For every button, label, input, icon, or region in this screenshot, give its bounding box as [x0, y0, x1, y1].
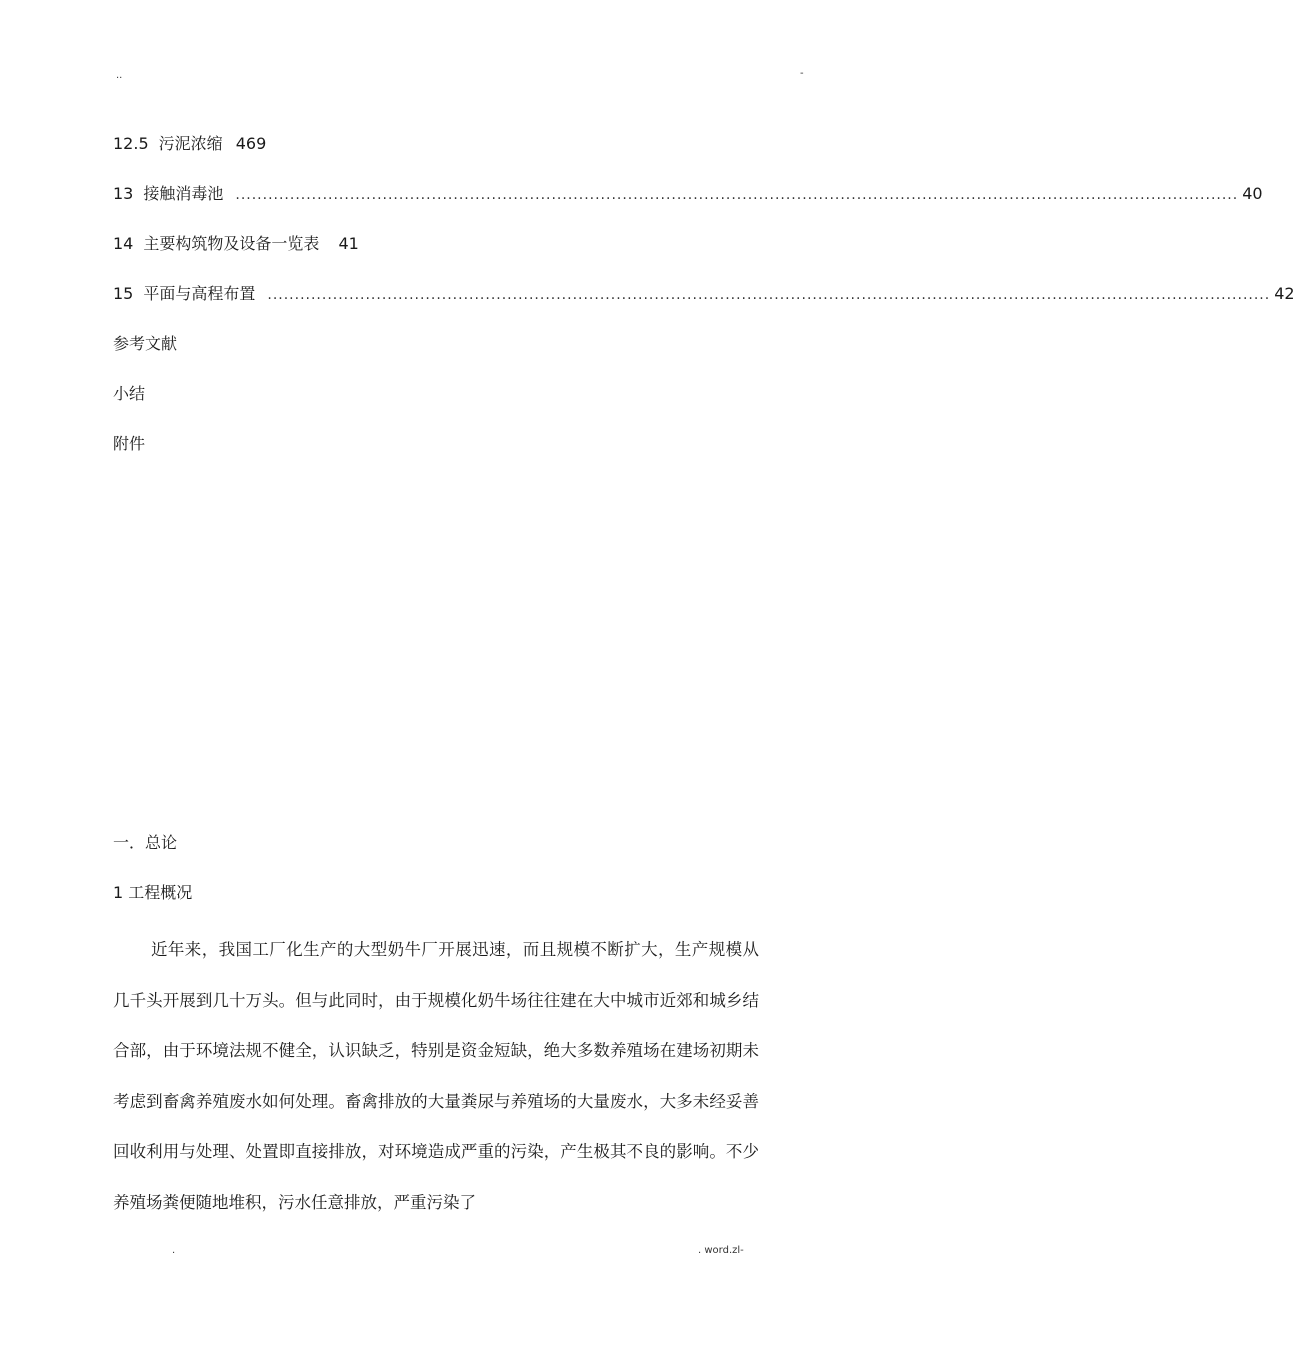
section-heading: 一．总论 — [113, 833, 178, 852]
footer-right-mark: . word.zl- — [698, 1245, 744, 1256]
toc-entry-number: 12.5 — [113, 134, 149, 153]
toc-entry-page: 469 — [235, 134, 267, 153]
toc-entry-13[interactable] — [113, 181, 1263, 204]
toc-entry-references[interactable]: 参考文献 — [113, 334, 178, 353]
toc-leader-dots: ........................................................................................................................................................................................ — [267, 287, 1271, 303]
header-right-mark: - — [800, 68, 804, 79]
body-paragraph: 近年来，我国工厂化生产的大型奶牛厂开展迅速，而且规模不断扩大，生产规模从几千头开展到几十万头。但与此同时，由于规模化奶牛场往往建在大中城市近郊和城乡结合部，由于环境法规不健全，认识缺乏，特别是资金短缺，绝大多数养殖场在建场初期未考虑到畜禽养殖废水如何处理。畜禽排放的大量粪尿与养殖场的大量废水，大多未经妥善回收利用与处理、处置即直接排放，对环境造成严重的污染，产生极其不良的影响。不少养殖场粪便随地堆积，污水任意排放，严重污染了 — [113, 940, 759, 1212]
footer-left-mark: . — [172, 1245, 176, 1256]
section-subheading: 1 工程概况 — [113, 883, 193, 902]
toc-entry-page: 42 — [1274, 284, 1295, 303]
toc-entry-number: 13 — [113, 184, 134, 203]
toc-entry-page: 41 — [338, 234, 359, 253]
toc-entry-summary[interactable]: 小结 — [113, 384, 146, 403]
toc-entry-number: 15 — [113, 284, 134, 303]
toc-entry-title: 平面与高程布置 — [143, 284, 256, 303]
toc-leader-dots: ........................................................................................................................................................................................ — [235, 187, 1239, 203]
toc-entry-title: 接触消毒池 — [143, 184, 224, 203]
toc-entry-12-5[interactable] — [113, 131, 266, 154]
toc-entry-page: 40 — [1242, 184, 1263, 203]
toc-entry-14[interactable] — [113, 231, 359, 254]
toc-entry-appendix[interactable]: 附件 — [113, 434, 146, 453]
header-left-mark: .. — [116, 70, 123, 81]
toc-entry-title: 污泥浓缩 — [158, 134, 223, 153]
toc-entry-15[interactable] — [113, 281, 1295, 304]
toc-entry-number: 14 — [113, 234, 134, 253]
toc-entry-title: 主要构筑物及设备一览表 — [143, 234, 320, 253]
